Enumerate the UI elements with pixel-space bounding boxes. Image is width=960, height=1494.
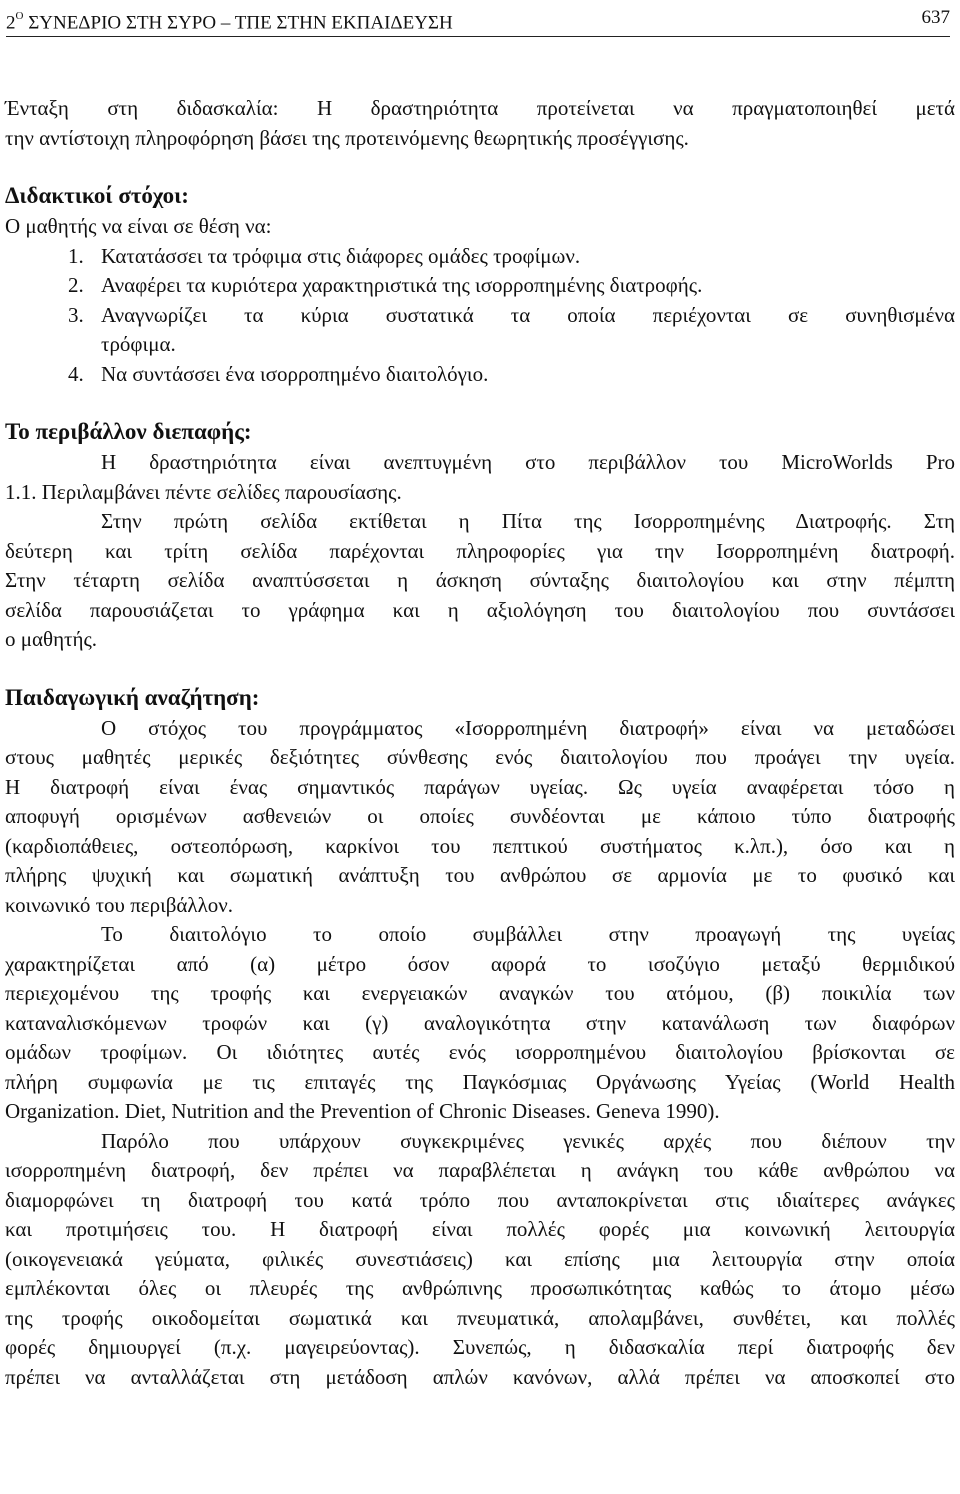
integration-section bbox=[5, 94, 955, 153]
list-item bbox=[5, 301, 955, 360]
list-item-number: 3. bbox=[68, 302, 84, 327]
list-item-number: 4. bbox=[68, 361, 84, 386]
environment-line: δεύτερη και τρίτη σελίδα παρέχονται πληροφορίες για την Ισορροπημένη διατροφή. bbox=[5, 538, 955, 563]
objectives-list bbox=[5, 242, 955, 390]
list-item-text-continued: τρόφιμα. bbox=[101, 332, 176, 356]
text-line: διαμορφώνει τη διατροφή του κατά τρόπο που ανταποκρίνεται στις ιδιαίτερες ανάγκες bbox=[5, 1187, 955, 1212]
list-item-text: Αναγνωρίζει τα κύρια συστατικά τα οποία περιέχονται σε συνηθισμένα bbox=[101, 302, 955, 327]
paragraph bbox=[5, 1127, 955, 1393]
text-line: ομάδων τροφίμων. Οι ιδιότητες αυτές ενός ισορροπημένου διαιτολογίου βρίσκονται σε bbox=[5, 1040, 955, 1064]
text-line: ισορροπημένη διατροφή, δεν πρέπει να παραβλέπεται η ανάγκη του κάθε ανθρώπου να bbox=[5, 1158, 955, 1182]
text-line: πλήρη συμφωνία με τις επιταγές της Παγκόσμιας Οργάνωσης Υγείας (World Health bbox=[5, 1069, 955, 1094]
text-line: κοινωνικό του περιβάλλον. bbox=[5, 892, 234, 917]
text-line: περιεχομένου της τροφής και ενεργειακών αναγκών του ατόμου, (β) ποικιλία των bbox=[5, 981, 955, 1005]
list-item bbox=[5, 242, 955, 272]
text-line: της τροφής οικοδομείται σωματικά και πνευματικά, απολαμβάνει, συνθέτει, και πολλές bbox=[5, 1305, 955, 1330]
conference-title-text: ΣΥΝΕΔΡΙΟ ΣΤΗ ΣΥΡΟ – ΤΠΕ ΣΤΗΝ ΕΚΠΑΙΔΕΥΣΗ bbox=[28, 12, 453, 34]
list-item-number: 1. bbox=[68, 243, 84, 268]
environment-line: Η δραστηριότητα είναι ανεπτυγμένη στο περιβάλλον του MicroWorlds Pro bbox=[101, 450, 955, 474]
integration-line-2: την αντίστοιχη πληροφόρηση βάσει της προτεινόμενης θεωρητικής προσέγγισης. bbox=[5, 125, 689, 150]
list-item bbox=[5, 271, 955, 301]
text-line: στους μαθητές μερικές δεξιότητες σύνθεσης ενός διαιτολογίου που προάγει την υγεία. bbox=[5, 745, 955, 769]
text-line: αποφυγή ορισμένων ασθενειών οι οποίες συνδέονται με κάποιο τύπο διατροφής bbox=[5, 804, 955, 828]
text-line: Το διαιτολόγιο το οποίο συμβάλλει στην προαγωγή της υγείας bbox=[101, 922, 955, 946]
environment-section bbox=[5, 416, 955, 655]
conference-number: 2 bbox=[6, 12, 16, 34]
environment-line: Στην πρώτη σελίδα εκτίθεται η Πίτα της Ισορροπημένης Διατροφής. Στη bbox=[101, 509, 955, 533]
text-line: εμπλέκονται όλες οι πλευρές της ανθρώπινης προσωπικότητας καθώς το άτομο μέσω bbox=[5, 1276, 955, 1300]
text-line: (οικογενειακά γεύματα, φιλικές συνεστιάσεις) και επίσης μια λειτουργία στην οποία bbox=[5, 1246, 955, 1271]
conference-title bbox=[6, 0, 453, 41]
pedagogy-heading: Παιδαγωγική αναζήτηση: bbox=[5, 684, 260, 710]
list-item-text: Να συντάσσει ένα ισορροπημένο διαιτολόγιο. bbox=[101, 361, 489, 386]
pedagogy-section bbox=[5, 682, 955, 1393]
text-line: Ο στόχος του προγράμματος «Ισορροπημένη διατροφή» είναι να μεταδώσει bbox=[101, 715, 955, 740]
paragraph bbox=[5, 714, 955, 921]
text-line: καταναλισκόμενων τροφών και (γ) αναλογικότητα στην κατανάλωση των διαφόρων bbox=[5, 1010, 955, 1035]
text-line: Organization. Diet, Nutrition and the Prevention of Chronic Diseases. Geneva 1990). bbox=[5, 1099, 720, 1123]
list-item-text: Κατατάσσει τα τρόφιμα στις διάφορες ομάδες τροφίμων. bbox=[101, 243, 581, 268]
list-item-text: Αναφέρει τα κυριότερα χαρακτηριστικά της ισορροπημένης διατροφής. bbox=[101, 273, 703, 297]
text-line: Παρόλο που υπάρχουν συγκεκριμένες γενικές αρχές που διέπουν την bbox=[101, 1128, 955, 1153]
text-line: πλήρης ψυχική και σωματική ανάπτυξη του ανθρώπου σε αρμονία με το φυσικό και bbox=[5, 863, 955, 887]
list-item-number: 2. bbox=[68, 273, 84, 297]
ordinal-superscript: Ο bbox=[15, 10, 24, 22]
text-line: φορές δημιουργεί (π.χ. μαγειρεύοντας). Συνεπώς, η διδασκαλία περί διατροφής δεν bbox=[5, 1335, 955, 1359]
paragraph bbox=[5, 920, 955, 1127]
text-line: Η διατροφή είναι ένας σημαντικός παράγων υγείας. Ως υγεία αναφέρεται τόσο η bbox=[5, 774, 955, 799]
text-line: (καρδιοπάθειες, οστεοπόρωση, καρκίνοι του πεπτικού συστήματος κ.λπ.), όσο και η bbox=[5, 833, 955, 858]
environment-line: 1.1. Περιλαμβάνει πέντε σελίδες παρουσίασης. bbox=[5, 479, 402, 504]
text-line: πρέπει να ανταλλάζεται στη μετάδοση απλών κανόνων, αλλά πρέπει να αποσκοπεί στο bbox=[5, 1364, 955, 1389]
page-number: 637 bbox=[921, 7, 950, 28]
integration-line-1: Ένταξη στη διδασκαλία: Η δραστηριότητα προτείνεται να πραγματοποιηθεί μετά bbox=[5, 96, 955, 120]
environment-heading: Το περιβάλλον διεπαφής: bbox=[5, 419, 252, 444]
environment-line: ο μαθητής. bbox=[5, 627, 98, 651]
environment-line: Στην τέταρτη σελίδα αναπτύσσεται η άσκηση σύνταξης διαιτολογίου και στην πέμπτη bbox=[5, 568, 955, 592]
objectives-heading: Διδακτικοί στόχοι: bbox=[5, 183, 189, 208]
running-header bbox=[6, 0, 950, 37]
page-content bbox=[5, 94, 955, 1392]
objectives-section bbox=[5, 180, 955, 389]
objectives-intro: Ο μαθητής να είναι σε θέση να: bbox=[5, 214, 272, 238]
list-item bbox=[5, 360, 955, 390]
text-line: χαρακτηρίζεται από (α) μέτρο όσον αφορά το ισοζύγιο μεταξύ θερμιδικού bbox=[5, 951, 955, 976]
text-line: και προτιμήσεις του. Η διατροφή είναι πολλές φορές μια κοινωνική λειτουργία bbox=[5, 1217, 955, 1241]
environment-line: σελίδα παρουσιάζεται το γράφημα και η αξιολόγηση του διαιτολογίου που συντάσσει bbox=[5, 597, 955, 622]
